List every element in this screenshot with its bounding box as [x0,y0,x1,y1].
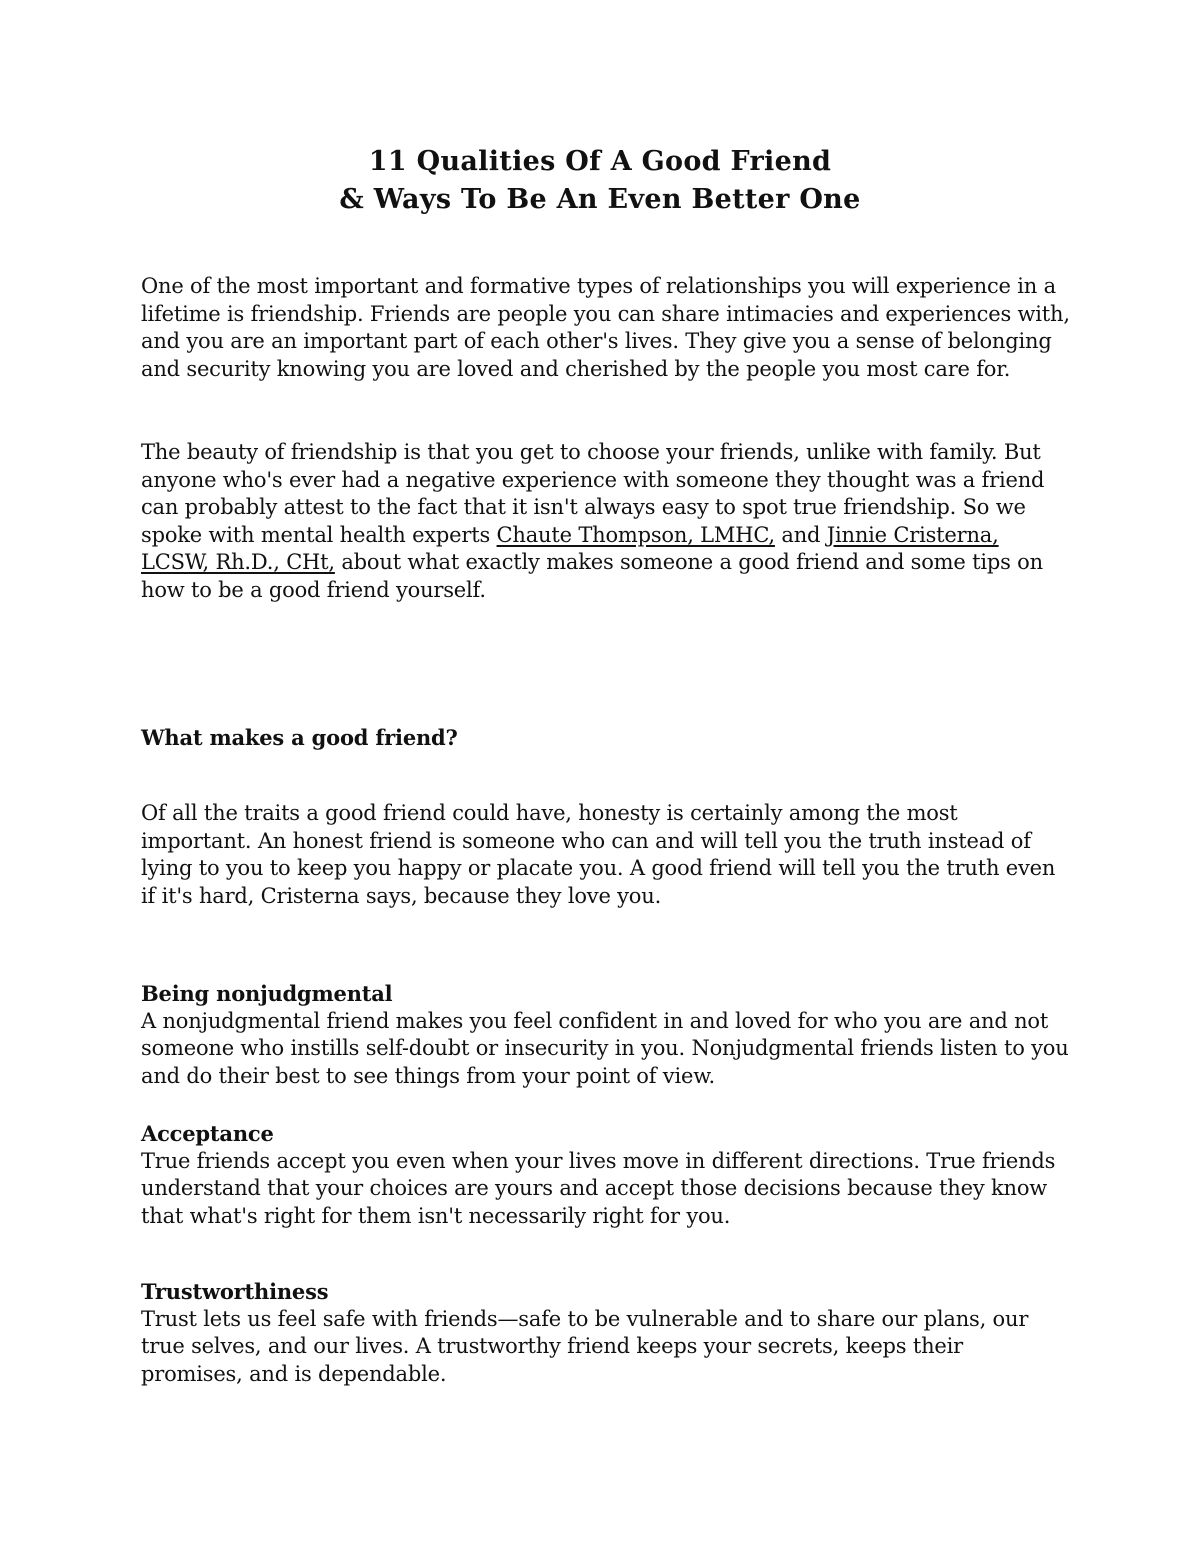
intro-paragraph-2-end: about what exactly makes someone a good friend and some tips on how to be a good friend yourself. [141,550,1043,602]
expert-link-cristerna[interactable]: Jinnie Cristerna, LCSW, Rh.D., CHt, [141,522,999,575]
quality-heading: Being nonjudgmental [141,981,393,1006]
document-title [0,143,1200,219]
intro-paragraph-2-start: The beauty of friendship is that you get to choose your friends, unlike with family. But anyone who's ever had a negative experience with someone they thought was a friend can probably attest to the fact that it isn't always easy to spot true friendship. So we spoke with mental health experts [141,440,1045,547]
title-line-2: & Ways To Be An Even Better One [339,184,861,215]
expert-link-thompson[interactable]: Chaute Thompson, LMHC, [496,522,775,547]
intro-paragraph-2-middle: and [774,522,827,547]
intro-paragraph-1 [141,273,1071,383]
intro-paragraph-1-text: One of the most important and formative types of relationships you will experience in a lifetime is friendship. Friends are people you can share intimacies and experiences with, and you are an important part of each other's lives. They give you a sense of belonging and security knowing you are loved and cherished by the people you most care for. [141,274,1070,381]
section-heading-good-friend: What makes a good friend? [141,725,458,750]
quality-nonjudgmental [141,980,1071,1090]
section-paragraph [141,800,1071,910]
quality-text: A nonjudgmental friend makes you feel confident in and loved for who you are and not someone who instills self-doubt or insecurity in you. Nonjudgmental friends listen to you and do their best to see things from your point of view. [141,1008,1069,1088]
quality-trustworthiness [141,1278,1071,1388]
quality-acceptance [141,1120,1071,1230]
quality-heading: Trustworthiness [141,1279,329,1304]
quality-text: True friends accept you even when your lives move in different directions. True friends understand that your choices are yours and accept those decisions because they know that what's right for them isn't necessarily right for you. [141,1148,1056,1228]
intro-paragraph-2-text [141,439,1071,605]
intro-paragraph-2 [141,439,1071,605]
section-paragraph-text: Of all the traits a good friend could have, honesty is certainly among the most important. An honest friend is someone who can and will tell you the truth instead of lying to you to keep you happy or placate you. A good friend will tell you the truth even if it's hard, Cristerna says, because they love you. [141,801,1056,908]
quality-heading: Acceptance [141,1121,274,1146]
quality-text: Trust lets us feel safe with friends—safe to be vulnerable and to share our plans, our true selves, and our lives. A trustworthy friend keeps your secrets, keeps their promises, and is dependable. [141,1306,1029,1386]
title-line-1: 11 Qualities Of A Good Friend [368,146,832,177]
